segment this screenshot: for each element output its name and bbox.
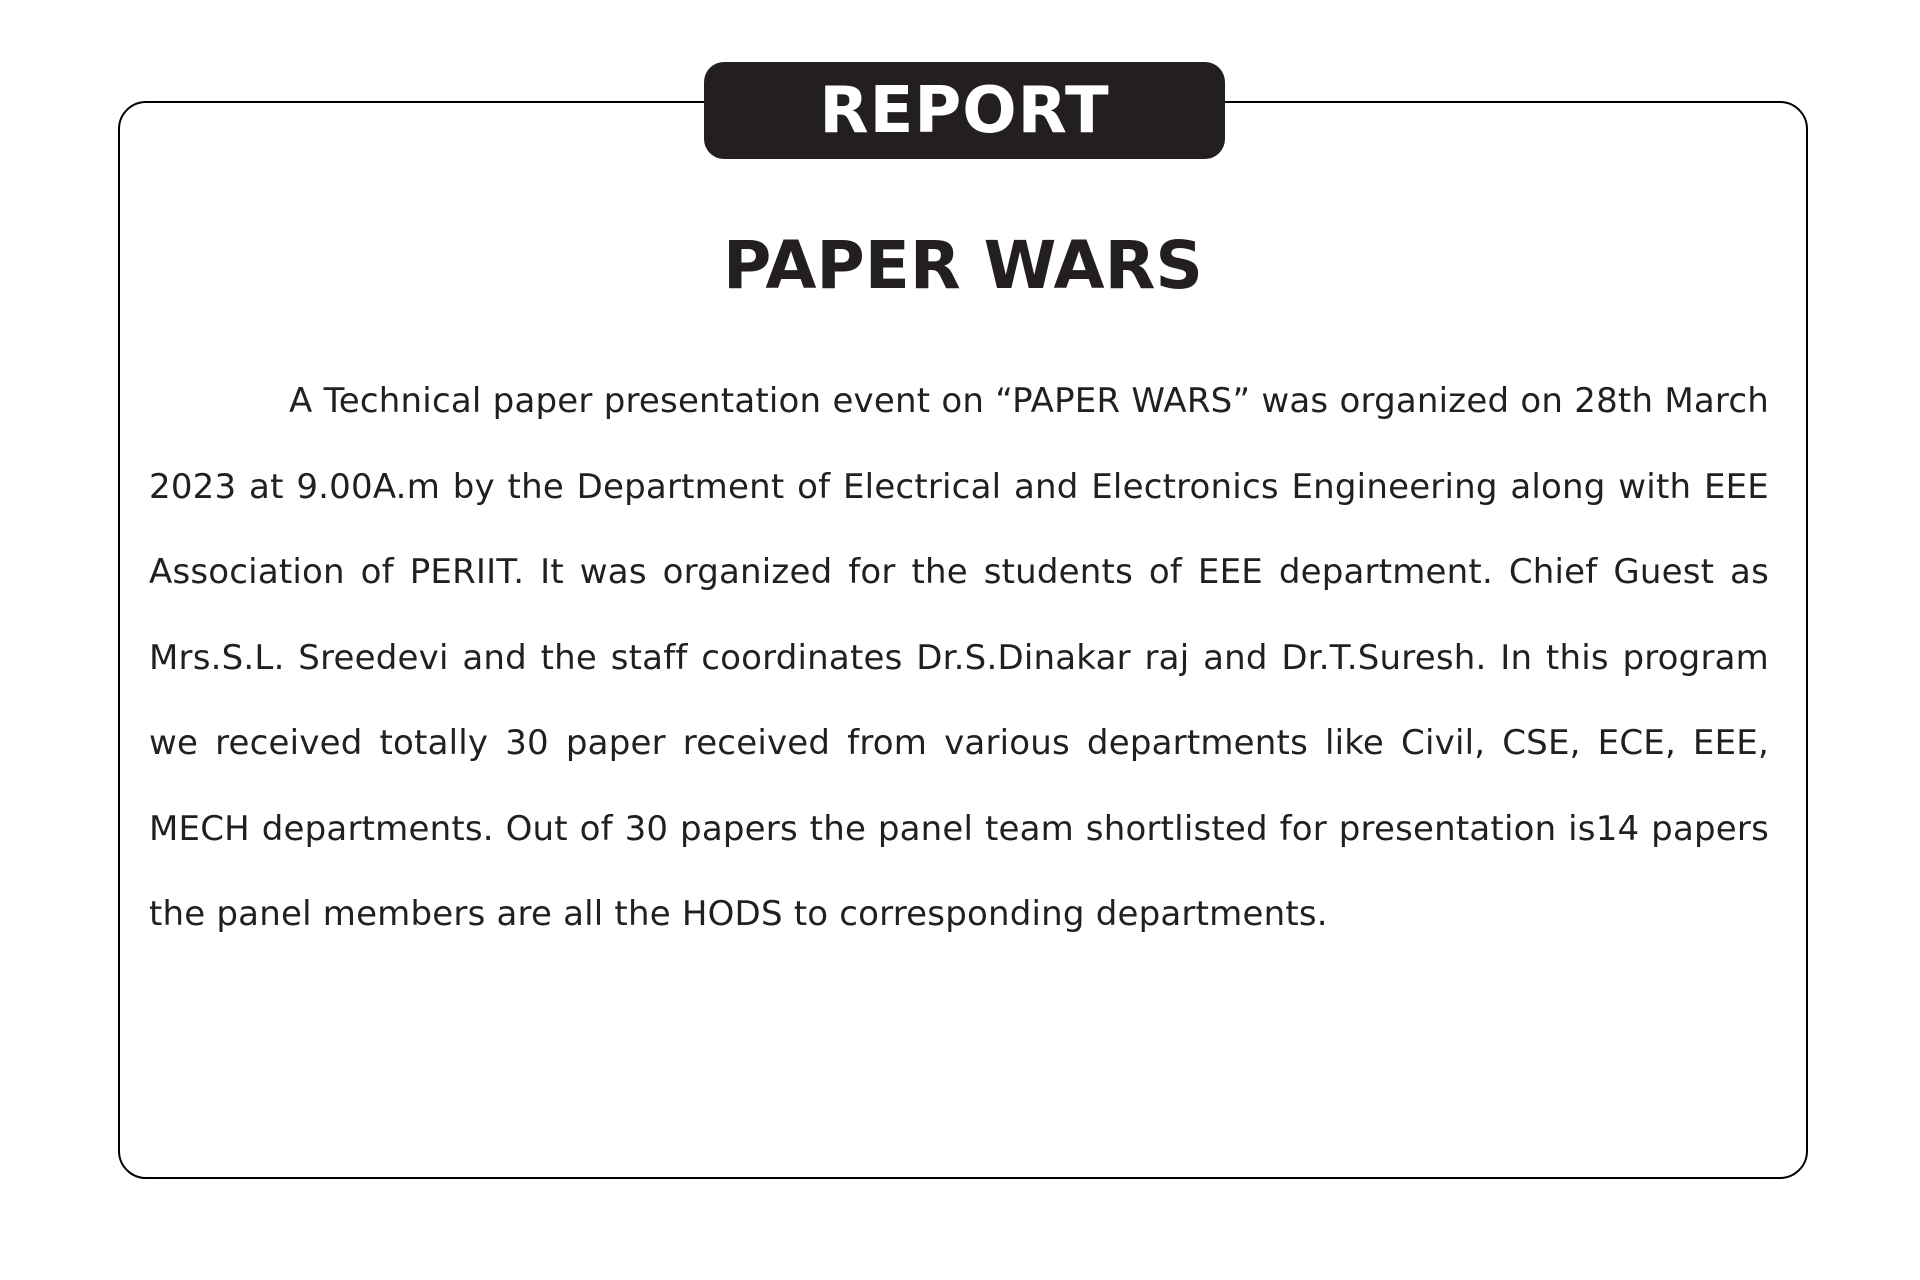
report-body-paragraph: A Technical paper presentation event on “PAPER WARS” was organized on 28th March 2023 at 9.00A.m by the Department of Electrical and Electronics Engineering along with EEE Association of PERIIT. It was organized for the students of EEE department. Chief Guest as Mrs.S.L. Sreedevi and the staff coordinates Dr.S.Dinakar raj and Dr.T.Suresh. In this program we received totally 30 paper received from various departments like Civil, CSE, ECE, EEE, MECH departments. Out of 30 papers the panel team shortlisted for presentation is14 papers the panel members are all the HODS to corresponding departments.: [149, 381, 1769, 934]
report-tab: [704, 62, 1225, 159]
event-title: PAPER WARS: [723, 227, 1203, 304]
report-tab-label: REPORT: [819, 73, 1110, 148]
